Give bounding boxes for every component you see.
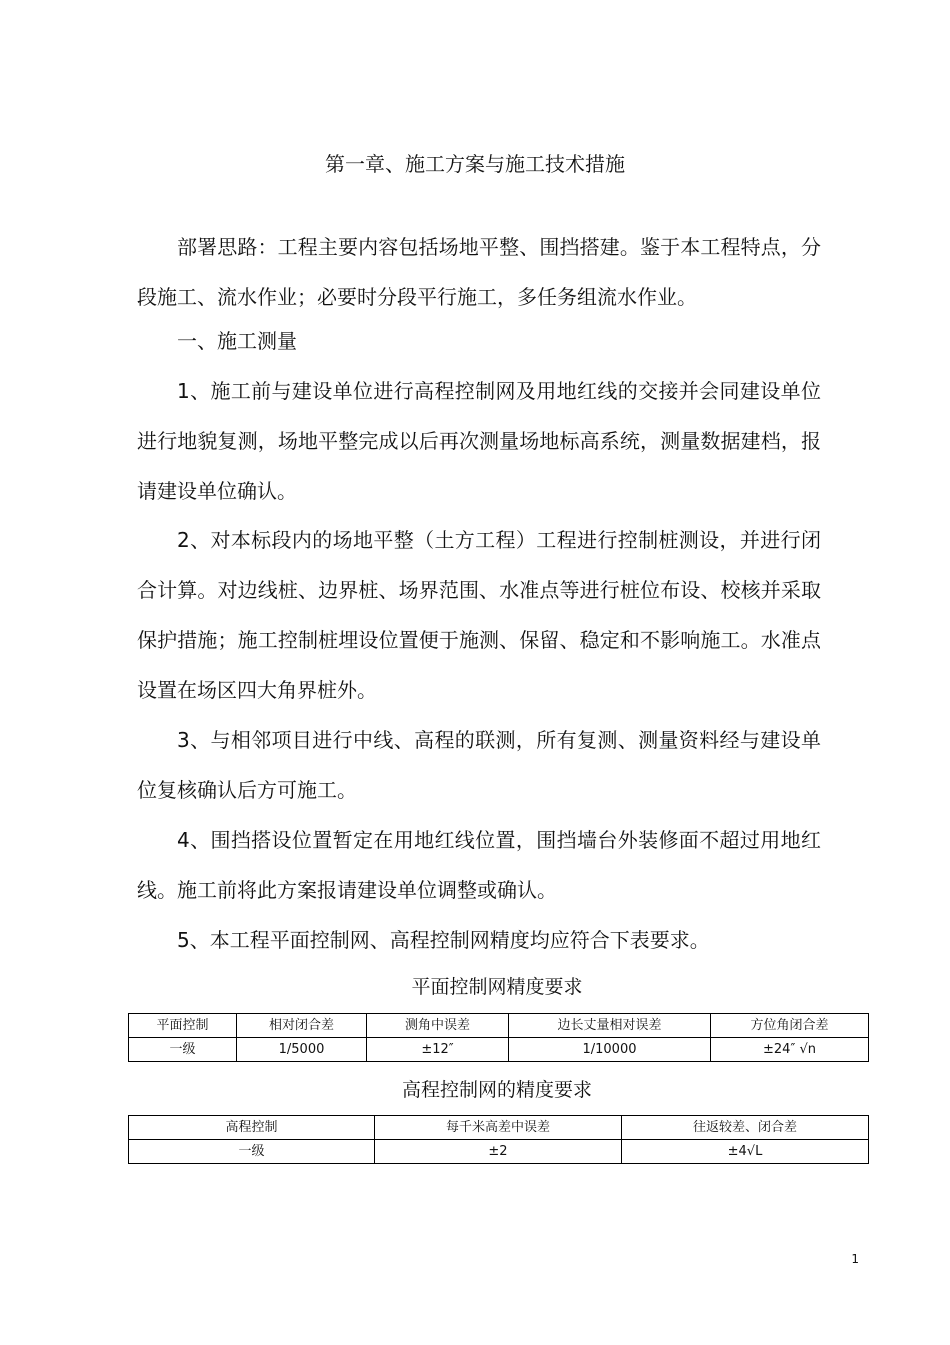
paragraph-item-4: 4、围挡搭设位置暂定在用地红线位置，围挡墙台外装修面不超过用地红线。施工前将此方案报请建设单位调整或确认。	[137, 828, 821, 902]
table-cell: 一级	[129, 1038, 237, 1062]
paragraph-item-3: 3、与相邻项目进行中线、高程的联测，所有复测、测量资料经与建设单位复核确认后方可施工。	[137, 728, 821, 802]
elevation-control-table	[128, 1115, 869, 1164]
table-header-row	[129, 1014, 869, 1038]
table-header-cell: 每千米高差中误差	[375, 1116, 622, 1140]
table1-title: 平面控制网精度要求	[411, 976, 583, 998]
plane-control-table	[128, 1013, 869, 1062]
table-header-cell: 高程控制	[129, 1116, 375, 1140]
table-header-cell: 平面控制	[129, 1014, 237, 1038]
page-title: 第一章、施工方案与施工技术措施	[325, 152, 625, 176]
table-cell: 1/10000	[509, 1038, 711, 1062]
table-header-row	[129, 1116, 869, 1140]
deployment-paragraph: 部署思路：工程主要内容包括场地平整、围挡搭建。鉴于本工程特点，分段施工、流水作业；必要时分段平行施工，多任务组流水作业。	[137, 235, 821, 309]
table-header-cell: 往返较差、闭合差	[622, 1116, 869, 1140]
table-cell: ±4√L	[622, 1140, 869, 1164]
table-cell: ±12″	[367, 1038, 509, 1062]
table-header-cell: 方位角闭合差	[711, 1014, 869, 1038]
table-cell: ±2	[375, 1140, 622, 1164]
table-cell: ±24″ √n	[711, 1038, 869, 1062]
paragraph-item-2: 2、对本标段内的场地平整（土方工程）工程进行控制桩测设，并进行闭合计算。对边线桩、边界桩、场界范围、水准点等进行桩位布设、校核并采取保护措施；施工控制桩埋设位置便于施测、保留、稳定和不影响施工。水准点设置在场区四大角界桩外。	[137, 528, 821, 702]
paragraph-item-1: 1、施工前与建设单位进行高程控制网及用地红线的交接并会同建设单位进行地貌复测，场地平整完成以后再次测量场地标高系统，测量数据建档，报请建设单位确认。	[137, 379, 821, 503]
section-heading-survey: 一、施工测量	[177, 329, 297, 353]
table-cell: 一级	[129, 1140, 375, 1164]
table-row	[129, 1038, 869, 1062]
table-row	[129, 1140, 869, 1164]
table2-title: 高程控制网的精度要求	[401, 1079, 592, 1101]
page-number: 1	[851, 1252, 859, 1266]
table-header-cell: 测角中误差	[367, 1014, 509, 1038]
table-header-cell: 边长丈量相对误差	[509, 1014, 711, 1038]
paragraph-item-5: 5、本工程平面控制网、高程控制网精度均应符合下表要求。	[177, 928, 710, 952]
table-header-cell: 相对闭合差	[237, 1014, 367, 1038]
table-cell: 1/5000	[237, 1038, 367, 1062]
